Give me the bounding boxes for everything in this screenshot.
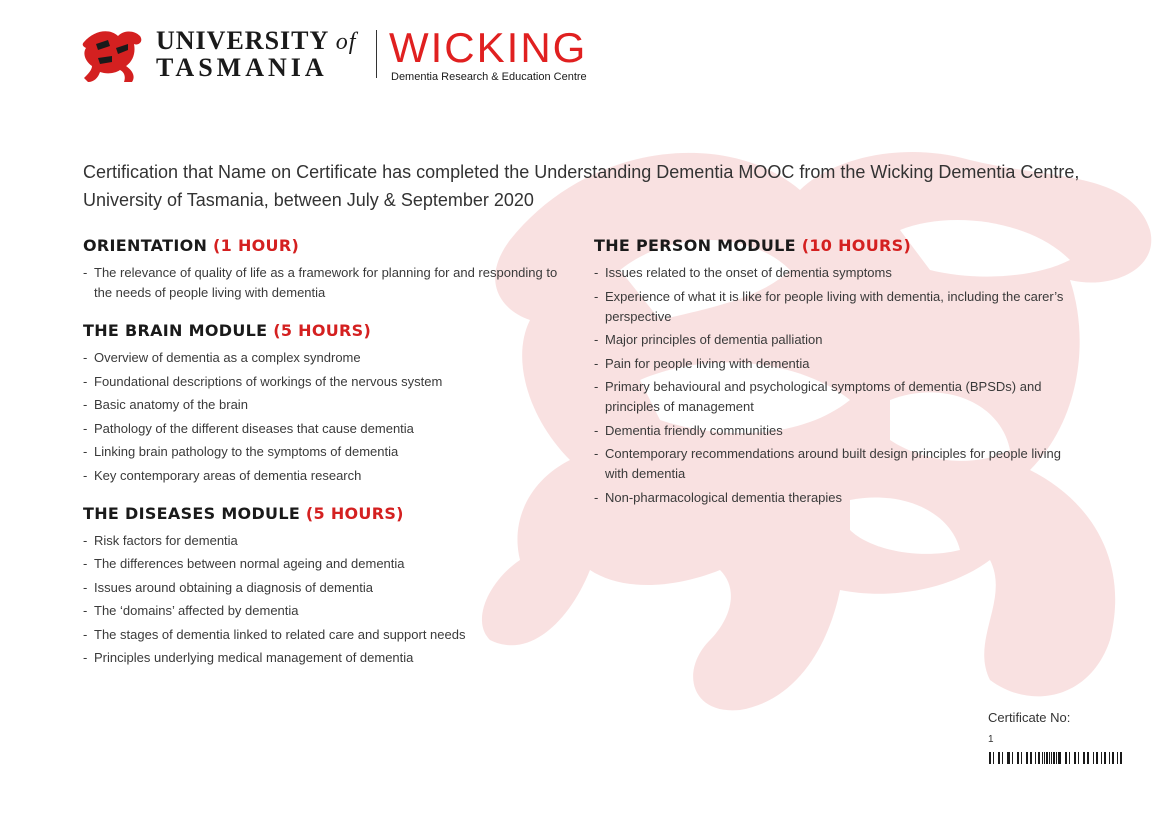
wicking-logo-title: WICKING	[389, 24, 588, 71]
tasmanian-tiger-crest-icon	[80, 26, 144, 84]
module-topic: - Major principles of dementia palliation	[594, 330, 1064, 350]
left-column	[83, 236, 563, 686]
module-brain	[83, 321, 563, 486]
module-title: ORIENTATION	[83, 236, 208, 255]
module-topic-list	[83, 263, 563, 303]
university-name-line2: TASMANIA	[156, 53, 328, 82]
module-title: THE PERSON MODULE	[594, 236, 796, 255]
module-hours: (5 HOURS)	[305, 503, 404, 523]
module-topic: - Non-pharmacological dementia therapies	[594, 488, 1064, 508]
module-topic: - Pain for people living with dementia	[594, 354, 1064, 374]
module-topic: - Linking brain pathology to the symptoms of dementia	[83, 442, 563, 462]
module-topic: - Key contemporary areas of dementia research	[83, 466, 563, 486]
module-heading	[83, 504, 563, 523]
university-word: UNIVERSITY	[156, 26, 329, 55]
module-topic: - The relevance of quality of life as a framework for planning for and responding to the needs of people living with dementia	[83, 263, 563, 303]
module-topic: - Issues around obtaining a diagnosis of dementia	[83, 578, 563, 598]
module-topic: - Issues related to the onset of dementia symptoms	[594, 263, 1064, 283]
module-topic: - The stages of dementia linked to related care and support needs	[83, 625, 563, 645]
university-name-line1	[156, 26, 356, 56]
module-topic: - Pathology of the different diseases that cause dementia	[83, 419, 563, 439]
module-hours: (1 HOUR)	[213, 236, 300, 255]
module-diseases	[83, 504, 563, 669]
module-topic-list	[594, 263, 1064, 508]
module-orientation	[83, 236, 563, 303]
module-topic: - The ‘domains’ affected by dementia	[83, 601, 563, 621]
module-topic: - Contemporary recommendations around built design principles for people living with dementia	[594, 444, 1064, 484]
module-topic: - Primary behavioural and psychological symptoms of dementia (BPSDs) and principles of management	[594, 377, 1064, 417]
module-topic: - Dementia friendly communities	[594, 421, 1064, 441]
certification-statement: Certification that Name on Certificate has completed the Understanding Dementia MOOC from the Wicking Dementia Centre, University of Tasmania, between July & September 2020	[83, 162, 1080, 210]
module-person	[594, 236, 1064, 508]
header-divider	[376, 30, 377, 78]
module-title: THE BRAIN MODULE	[83, 321, 268, 340]
module-topic-list	[83, 348, 563, 486]
module-topic: - Risk factors for dementia	[83, 531, 563, 551]
certificate-number-label: Certificate No:	[988, 710, 1071, 725]
module-topic: - The differences between normal ageing and dementia	[83, 554, 563, 574]
module-hours: (10 HOURS)	[801, 236, 912, 255]
module-topic: - Experience of what it is like for people living with dementia, including the carer’s perspective	[594, 287, 1064, 327]
module-topic-list	[83, 531, 563, 669]
module-topic: - Overview of dementia as a complex syndrome	[83, 348, 563, 368]
module-heading	[83, 236, 563, 255]
module-topic: - Basic anatomy of the brain	[83, 395, 563, 415]
wicking-logo-subtitle: Dementia Research & Education Centre	[391, 71, 587, 83]
right-column	[594, 236, 1064, 526]
barcode-icon	[989, 752, 1124, 764]
university-of: of	[335, 29, 357, 55]
header	[80, 22, 640, 84]
module-heading	[83, 321, 563, 340]
module-topic: - Foundational descriptions of workings of the nervous system	[83, 372, 563, 392]
module-hours: (5 HOURS)	[273, 321, 372, 340]
module-topic: - Principles underlying medical management of dementia	[83, 648, 563, 668]
certificate-number-value: 1	[988, 734, 994, 745]
module-title: THE DISEASES MODULE	[83, 503, 301, 523]
module-heading	[594, 236, 1064, 255]
